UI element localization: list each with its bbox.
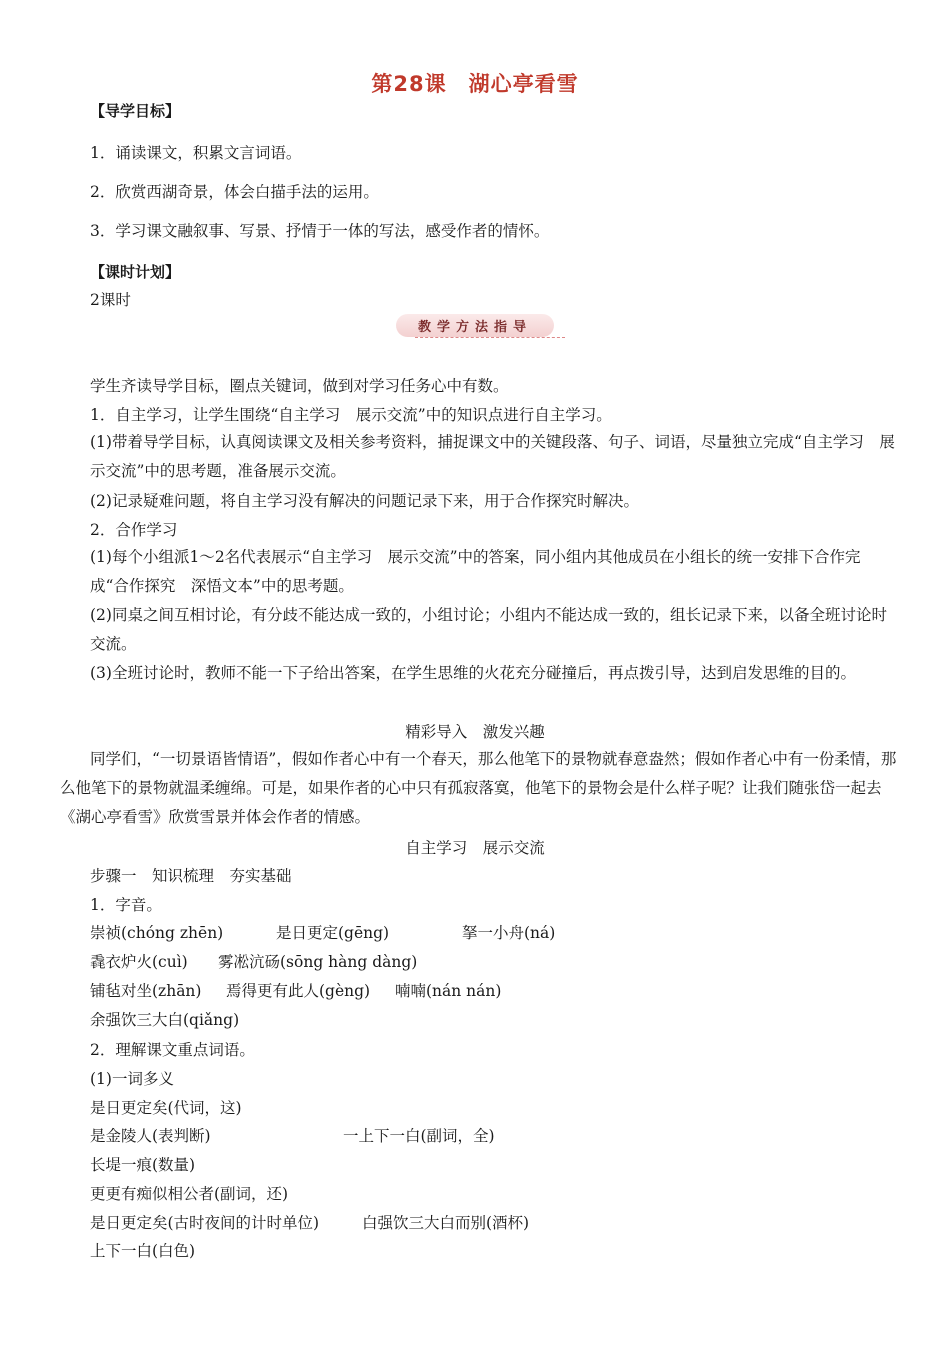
goal-item: 3．学习课文融叙事、写景、抒情于一体的写法，感受作者的情怀。 <box>90 222 550 240</box>
pronunciation-item: 拏一小舟(ná) <box>462 924 556 942</box>
self-study-heading: 自主学习 展示交流 <box>405 839 545 857</box>
plan-heading: 【课时计划】 <box>90 263 181 281</box>
lesson-title: 第28课 湖心亭看雪 <box>371 72 579 96</box>
pronunciation-item: 雾凇沆砀(sōng hàng dàng) <box>218 953 418 971</box>
method-step-detail: (2)同桌之间互相讨论，有分歧不能达成一致的，小组讨论；小组内不能达成一致的，组长记录下来，以备全班讨论时交流。 <box>90 606 887 653</box>
vocab-heading: 2．理解课文重点词语。 <box>90 1041 255 1059</box>
goal-item: 2．欣赏西湖奇景，体会白描手法的运用。 <box>90 183 379 201</box>
method-banner <box>0 314 950 337</box>
method-intro: 学生齐读导学目标，圈点关键词，做到对学习任务心中有数。 <box>90 377 509 395</box>
pronunciation-item: 铺毡对坐(zhān) <box>90 982 202 1000</box>
pronunciation-item: 余强饮三大白(qiǎng) <box>90 1011 240 1029</box>
method-banner-label: 教学方法指导 <box>396 314 554 337</box>
pronunciation-item: 是日更定(gēng) <box>276 924 390 942</box>
method-step-detail: (2)记录疑难问题，将自主学习没有解决的问题记录下来，用于合作探究时解决。 <box>90 492 639 510</box>
pronunciation-item: 焉得更有此人(gèng) <box>226 982 371 1000</box>
vocab-item: 上下一白(白色) <box>90 1242 196 1260</box>
goals-heading: 【导学目标】 <box>90 102 181 120</box>
pronunciation-heading: 1．字音。 <box>90 896 162 914</box>
method-step-detail: (1)带着导学目标，认真阅读课文及相关参考资料，捕捉课文中的关键段落、句子、词语，尽量独立完成“自主学习 展示交流”中的思考题，准备展示交流。 <box>90 433 895 480</box>
vocab-item: 是金陵人(表判断) <box>90 1127 211 1145</box>
intro-text: 同学们，“一切景语皆情语”，假如作者心中有一个春天，那么他笔下的景物就春意盎然；假如作者心中有一份柔情，那么他笔下的景物就温柔缠绵。可是，如果作者的心中只有孤寂落寞，他笔下的景物会是什么样子呢？让我们随张岱一起去《湖心亭看雪》欣赏雪景并体会作者的情感。 <box>60 750 897 826</box>
vocab-item: 是日更定矣(古时夜间的计时单位) <box>90 1214 320 1232</box>
method-step-detail: (1)每个小组派1～2名代表展示“自主学习 展示交流”中的答案，同小组内其他成员在小组长的统一安排下合作完成“合作探究 深悟文本”中的思考题。 <box>90 548 861 595</box>
vocab-item: 一上下一白(副词，全) <box>343 1127 495 1145</box>
pronunciation-item: 喃喃(nán nán) <box>395 982 502 1000</box>
vocab-subheading: (1)一词多义 <box>90 1070 174 1088</box>
pronunciation-item: 毳衣炉火(cuì) <box>90 953 188 971</box>
method-step: 1．自主学习，让学生围绕“自主学习 展示交流”中的知识点进行自主学习。 <box>90 406 612 424</box>
vocab-item: 更更有痴似相公者(副词，还) <box>90 1185 289 1203</box>
banner-underline <box>415 337 565 338</box>
vocab-item: 长堤一痕(数量) <box>90 1156 196 1174</box>
intro-heading: 精彩导入 激发兴趣 <box>405 723 545 741</box>
plan-value: 2课时 <box>90 291 131 309</box>
vocab-item: 是日更定矣(代词，这) <box>90 1099 242 1117</box>
method-step: 2．合作学习 <box>90 521 178 539</box>
pronunciation-item: 崇祯(chóng zhēn) <box>90 924 224 942</box>
vocab-item: 白强饮三大白而别(酒杯) <box>362 1214 530 1232</box>
method-step-detail: (3)全班讨论时，教师不能一下子给出答案，在学生思维的火花充分碰撞后，再点拨引导，达到启发思维的目的。 <box>90 664 856 682</box>
goal-item: 1．诵读课文，积累文言词语。 <box>90 144 302 162</box>
step-heading: 步骤一 知识梳理 夯实基础 <box>90 867 292 885</box>
